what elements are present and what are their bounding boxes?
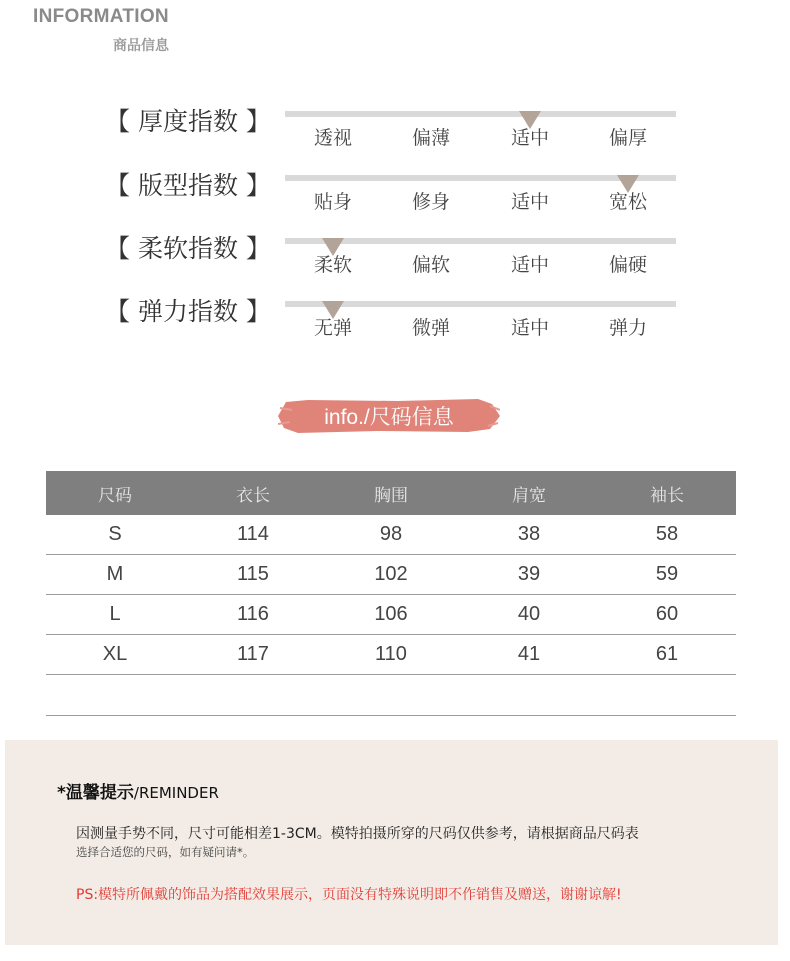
table-cell: XL [46, 635, 184, 675]
empty-cell [46, 675, 736, 716]
size-table [46, 471, 736, 716]
index-option: 适中 [510, 254, 549, 276]
index-selected-marker-icon [617, 175, 639, 193]
reminder-box [5, 740, 778, 945]
table-cell: 41 [460, 635, 598, 675]
index-option: 弹力 [608, 317, 647, 339]
table-cell: 117 [184, 635, 322, 675]
index-option: 修身 [411, 191, 450, 213]
table-row [46, 555, 736, 595]
index-option: 微弹 [411, 317, 450, 339]
reminder-title-cn: *温馨提示 [57, 783, 134, 803]
header-cell: 胸围 [322, 471, 460, 515]
index-option: 适中 [510, 127, 549, 149]
index-option: 适中 [510, 191, 549, 213]
table-cell: 115 [184, 555, 322, 595]
table-cell: 114 [184, 515, 322, 555]
empty-table-row [46, 675, 736, 716]
ribbon-text: info./尺码信息 [324, 406, 454, 429]
index-label: 【 版型指数 】 [105, 171, 271, 200]
table-row [46, 635, 736, 675]
reminder-title [57, 778, 219, 803]
table-cell: 39 [460, 555, 598, 595]
index-label: 【 厚度指数 】 [105, 107, 271, 136]
header-cell: 尺码 [46, 471, 184, 515]
index-row [0, 102, 790, 162]
index-option: 偏薄 [411, 127, 450, 149]
index-option: 偏厚 [608, 127, 647, 149]
header-title-cn: 商品信息 [113, 38, 169, 54]
table-cell: S [46, 515, 184, 555]
index-scale-bar [285, 111, 676, 117]
table-cell: 40 [460, 595, 598, 635]
table-cell: 60 [598, 595, 736, 635]
table-cell: 58 [598, 515, 736, 555]
index-option: 偏硬 [608, 254, 647, 276]
index-row [0, 166, 790, 226]
index-option: 适中 [510, 317, 549, 339]
table-cell: 110 [322, 635, 460, 675]
index-label: 【 弹力指数 】 [105, 297, 271, 326]
reminder-ps: PS:模特所佩戴的饰品为搭配效果展示，页面没有特殊说明即不作销售及赠送，谢谢谅解! [76, 887, 622, 903]
header-title-en: INFORMATION [33, 6, 169, 27]
index-selected-marker-icon [322, 301, 344, 319]
index-selected-marker-icon [322, 238, 344, 256]
reminder-line-2: 选择合适您的尺码，如有疑问请*。 [76, 845, 255, 859]
index-option: 柔软 [313, 254, 352, 276]
reminder-line-1: 因测量手势不同，尺寸可能相差1-3CM。模特拍摄所穿的尺码仅供参考，请根据商品尺码表 [76, 826, 639, 842]
header-cell: 袖长 [598, 471, 736, 515]
index-option: 宽松 [608, 191, 647, 213]
index-option: 无弹 [313, 317, 352, 339]
index-row [0, 292, 790, 352]
table-cell: 116 [184, 595, 322, 635]
index-option: 偏软 [411, 254, 450, 276]
size-info-ribbon [278, 398, 500, 434]
table-row [46, 515, 736, 555]
index-option: 贴身 [313, 191, 352, 213]
table-cell: 102 [322, 555, 460, 595]
table-cell: M [46, 555, 184, 595]
table-cell: L [46, 595, 184, 635]
index-row [0, 229, 790, 289]
header-cell: 肩宽 [460, 471, 598, 515]
index-label: 【 柔软指数 】 [105, 234, 271, 263]
table-cell: 38 [460, 515, 598, 555]
table-cell: 61 [598, 635, 736, 675]
reminder-title-en: /REMINDER [133, 784, 219, 802]
index-option: 透视 [313, 127, 352, 149]
size-table-header [46, 471, 736, 515]
table-cell: 98 [322, 515, 460, 555]
table-cell: 59 [598, 555, 736, 595]
index-selected-marker-icon [519, 111, 541, 129]
header-cell: 衣长 [184, 471, 322, 515]
table-row [46, 595, 736, 635]
table-cell: 106 [322, 595, 460, 635]
